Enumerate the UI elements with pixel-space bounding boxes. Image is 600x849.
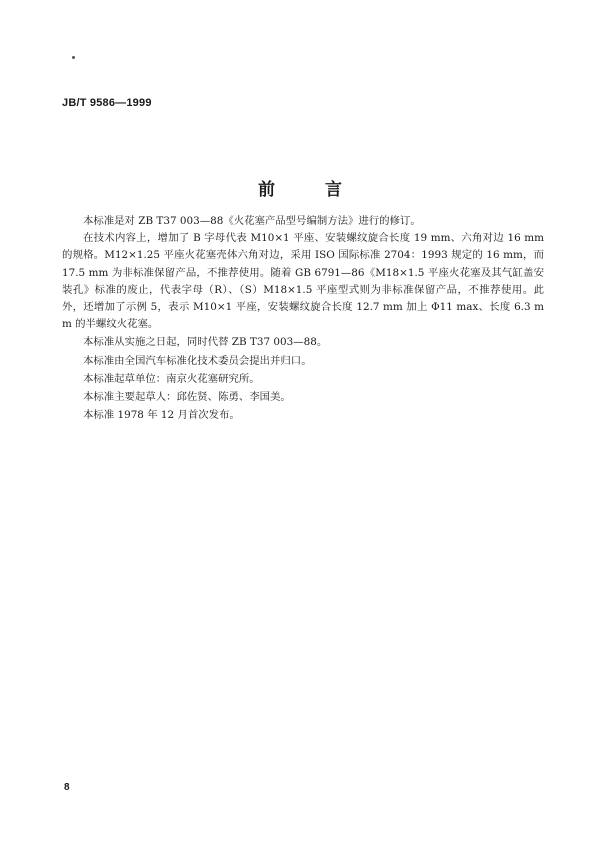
paragraph-technical-changes: 在技术内容上，增加了 B 字母代表 M10×1 平座、安装螺纹旋合长度 19 mm、六角对边 16 mm 的规格。M12×1.25 平座火花塞壳体六角对边，采用 ISO 国际标准 2704：1993 规定的 16 mm，而 17.5 mm 为非标准保留产品，不推荐使用。随着 GB 6791—86《M18×1.5 平座火花塞及其气缸盖安装孔》标准的废止，代表字母（R）、（S）M18×1.5 平座型式则为非标准保留产品，不推荐使用。此外，还增加了示例 5，表示 M10×1 平座，安装螺纹旋合长度 12.7 mm 加上 Φ11 max、长度 6.3 mm 的半螺纹火花塞。 xyxy=(62,232,544,331)
paragraph-drafting-unit: 本标准起草单位：南京火花塞研究所。 xyxy=(83,372,260,385)
standard-id: JB/T 9586—1999 xyxy=(62,97,152,109)
page-number: 8 xyxy=(64,782,70,793)
paragraph-drafters: 本标准主要起草人：邱佐贤、陈勇、李国美。 xyxy=(83,391,291,404)
scan-speck xyxy=(72,56,75,59)
paragraph-first-issue: 本标准 1978 年 12 月首次发布。 xyxy=(83,409,240,422)
paragraph-replacement: 本标准从实施之日起，同时代替 ZB T37 003—88。 xyxy=(83,336,328,349)
paragraph-revision-note: 本标准是对 ZB T37 003—88《火花塞产品型号编制方法》进行的修订。 xyxy=(83,215,421,227)
foreword-body xyxy=(62,213,544,424)
page-title: 前 言 xyxy=(258,180,364,200)
paragraph-proposer: 本标准由全国汽车标准化技术委员会提出并归口。 xyxy=(83,354,312,367)
